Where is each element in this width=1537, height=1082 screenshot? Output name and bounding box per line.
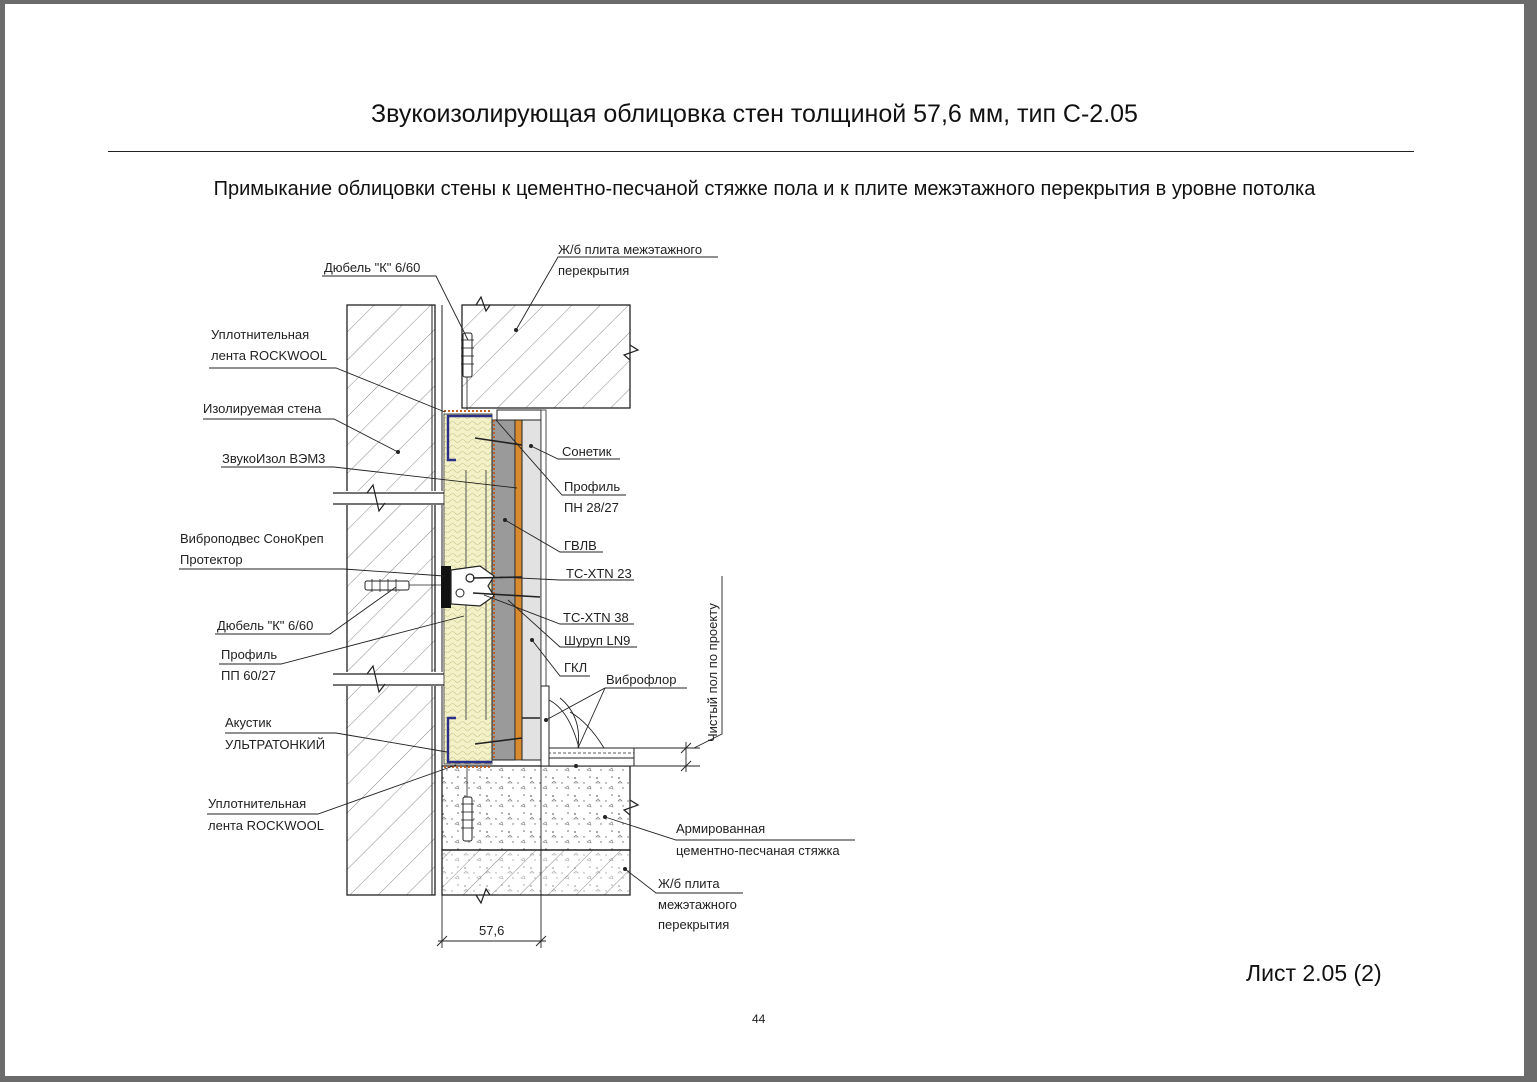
label-seal-top-1: Уплотнительная — [211, 327, 310, 342]
page-subtitle: Примыкание облицовки стены к цементно-песчаной стяжке пола и к плите межэтажного перекрытия в уровне потолка — [213, 178, 1316, 200]
label-acoustic-1: Акустик — [225, 715, 272, 730]
label-slab-bot-2: межэтажного — [658, 897, 737, 912]
vibration-hanger — [441, 566, 494, 608]
label-vibroflor: Виброфлор — [606, 672, 677, 687]
vibroflor-symbol — [549, 698, 604, 748]
label-profile-pp-2: ПП 60/27 — [221, 668, 276, 683]
label-slab-bot-1: Ж/б плита — [658, 876, 720, 891]
label-tc38: TC-XTN 38 — [563, 610, 629, 625]
label-dowel-mid: Дюбель "К" 6/60 — [217, 618, 314, 633]
label-screed-1: Армированная — [676, 821, 766, 836]
label-dowel-top: Дюбель "К" 6/60 — [324, 260, 421, 275]
label-tc23: TC-XTN 23 — [566, 566, 632, 581]
label-clean-floor: Чистый пол по проекту — [705, 603, 720, 742]
label-profile-pn-2: ПН 28/27 — [564, 500, 619, 515]
page-title: Звукоизолирующая облицовка стен толщиной 57,6 мм, тип С-2.05 — [371, 100, 1138, 128]
sheet-number: Лист 2.05 (2) — [1246, 960, 1382, 986]
label-gvlv: ГВЛВ — [564, 538, 597, 553]
label-hanger-1: Виброподвес СоноКреп — [180, 531, 324, 546]
label-seal-bot-1: Уплотнительная — [208, 796, 307, 811]
dimension-value: 57,6 — [479, 923, 505, 938]
label-vem: ЗвукоИзол ВЭМ3 — [222, 451, 326, 466]
label-acoustic-2: УЛЬТРАТОНКИЙ — [225, 737, 326, 752]
page-number: 44 — [752, 1012, 766, 1026]
upper-slab — [462, 297, 638, 408]
label-slab-top-2: перекрытия — [558, 263, 630, 278]
label-profile-pp-1: Профиль — [221, 647, 278, 662]
isolated-wall — [347, 305, 442, 895]
label-seal-top-2: лента ROCKWOOL — [211, 348, 327, 363]
label-screw: Шуруп LN9 — [564, 633, 631, 648]
label-screed-2: цементно-песчаная стяжка — [676, 843, 840, 858]
label-hanger-2: Протектор — [180, 552, 243, 567]
label-wall: Изолируемая стена — [203, 401, 322, 416]
label-gkl: ГКЛ — [564, 660, 588, 675]
label-profile-pn-1: Профиль — [564, 479, 621, 494]
label-seal-bot-2: лента ROCKWOOL — [208, 818, 324, 833]
label-sonetik: Сонетик — [562, 444, 612, 459]
label-slab-bot-3: перекрытия — [658, 917, 730, 932]
label-slab-top-1: Ж/б плита межэтажного — [558, 242, 703, 257]
